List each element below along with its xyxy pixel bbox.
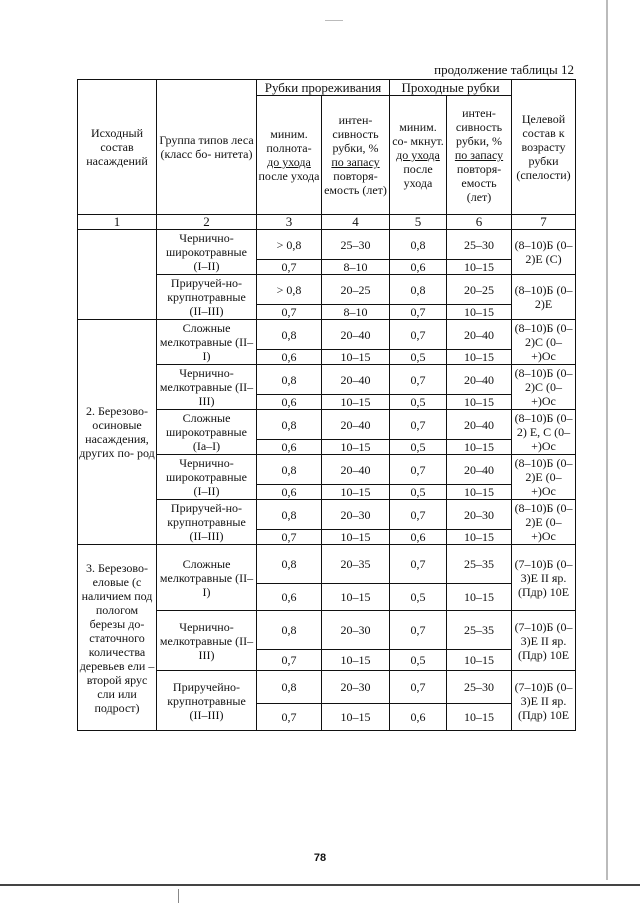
value-cell: 0,7 <box>390 455 447 485</box>
value-cell: 25–35 <box>447 545 512 584</box>
value-cell: 0,5 <box>390 584 447 611</box>
value-cell: 0,7 <box>390 545 447 584</box>
header-forest-type-group: Группа типов леса (класс бо- нитета) <box>157 80 257 215</box>
value-cell: 10–15 <box>447 530 512 545</box>
value-cell: 25–35 <box>447 611 512 650</box>
column-number: 4 <box>322 215 390 230</box>
target-composition-cell: (8–10)Б (0–2)Е (0–+)Ос <box>512 455 576 500</box>
value-cell: 20–40 <box>447 320 512 350</box>
value-cell: 0,6 <box>390 704 447 731</box>
group-label-birch-spruce: 3. Березово- еловые (с наличием под пологом березы до- статочного количества деревьев ели – второй ярус сли или подрост) <box>78 545 157 731</box>
forest-type-cell: Чернично- широкотравные (I–II) <box>157 455 257 500</box>
value-cell: 0,5 <box>390 650 447 671</box>
target-composition-cell: (8–10)Б (0–2) Е, С (0–+)Ос <box>512 410 576 455</box>
value-cell: 20–30 <box>447 500 512 530</box>
value-cell: 20–40 <box>447 365 512 395</box>
value-cell: 10–15 <box>447 704 512 731</box>
forest-type-cell: Сложные мелкотравные (II–I) <box>157 320 257 365</box>
page-number: 78 <box>313 852 327 864</box>
header-initial-composition: Исходный состав насаждений <box>78 80 157 215</box>
forest-type-cell: Приручей-но- крупнотравные (II–III) <box>157 500 257 545</box>
value-cell: 0,8 <box>257 611 322 650</box>
value-cell: 10–15 <box>447 584 512 611</box>
column-number: 5 <box>390 215 447 230</box>
value-cell: 20–40 <box>322 455 390 485</box>
value-cell: 20–30 <box>322 611 390 650</box>
value-cell: 10–15 <box>322 704 390 731</box>
column-number: 3 <box>257 215 322 230</box>
scan-edge-tick <box>325 20 343 21</box>
value-cell: 0,6 <box>257 485 322 500</box>
value-cell: 0,7 <box>257 704 322 731</box>
target-composition-cell: (7–10)Б (0–3)Е II яр. (Пдр) 10Е <box>512 545 576 611</box>
value-cell: 10–15 <box>447 650 512 671</box>
value-cell: 0,8 <box>257 545 322 584</box>
value-cell: 8–10 <box>322 305 390 320</box>
value-cell: 10–15 <box>322 395 390 410</box>
value-cell: 20–25 <box>447 275 512 305</box>
value-cell: 0,6 <box>257 350 322 365</box>
header-intensity-passage: интен- сивность рубки, % по запасу повторя- емость (лет) <box>447 96 512 215</box>
value-cell: 0,7 <box>257 260 322 275</box>
value-cell: 0,7 <box>390 410 447 440</box>
value-cell: 0,8 <box>257 455 322 485</box>
forest-type-cell: Чернично- мелкотравные (II–III) <box>157 611 257 671</box>
value-cell: 0,5 <box>390 440 447 455</box>
target-composition-cell: (8–10)Б (0–2)Е (С) <box>512 230 576 275</box>
header-thinning-cuttings: Рубки прореживания <box>257 80 390 96</box>
value-cell: 10–15 <box>447 485 512 500</box>
value-cell: 0,8 <box>257 365 322 395</box>
value-cell: 0,6 <box>257 440 322 455</box>
header-target-composition: Целевой состав к возрасту рубки (спелости) <box>512 80 576 215</box>
value-cell: 0,6 <box>390 530 447 545</box>
value-cell: 0,5 <box>390 485 447 500</box>
value-cell: 10–15 <box>447 260 512 275</box>
column-number-row <box>78 215 576 230</box>
value-cell: 10–15 <box>322 650 390 671</box>
value-cell: > 0,8 <box>257 275 322 305</box>
group-label-birch-aspen: 2. Березово- осиновые насаждения, других по- род <box>78 320 157 545</box>
column-number: 1 <box>78 215 157 230</box>
value-cell: 25–30 <box>322 230 390 260</box>
value-cell: 10–15 <box>322 485 390 500</box>
value-cell: 25–30 <box>447 230 512 260</box>
value-cell: > 0,8 <box>257 230 322 260</box>
value-cell: 0,7 <box>257 530 322 545</box>
column-number: 7 <box>512 215 576 230</box>
value-cell: 10–15 <box>447 440 512 455</box>
value-cell: 20–40 <box>447 410 512 440</box>
value-cell: 10–15 <box>447 350 512 365</box>
value-cell: 0,8 <box>257 671 322 704</box>
value-cell: 0,5 <box>390 350 447 365</box>
header-passage-cuttings: Проходные рубки <box>390 80 512 96</box>
value-cell: 0,8 <box>257 410 322 440</box>
value-cell: 8–10 <box>322 260 390 275</box>
value-cell: 0,7 <box>257 305 322 320</box>
value-cell: 0,8 <box>257 500 322 530</box>
value-cell: 0,7 <box>390 365 447 395</box>
forest-type-cell: Сложные мелкотравные (II–I) <box>157 545 257 611</box>
forest-type-cell: Приручей-но- крупнотравные (II–III) <box>157 275 257 320</box>
forest-type-cell: Чернично- мелкотравные (II–III) <box>157 365 257 410</box>
column-number: 2 <box>157 215 257 230</box>
value-cell: 0,7 <box>390 305 447 320</box>
value-cell: 10–15 <box>322 440 390 455</box>
value-cell: 10–15 <box>322 350 390 365</box>
target-composition-cell: (7–10)Б (0–3)Е II яр. (Пдр) 10Е <box>512 671 576 731</box>
header-min-density: миним. полнота- до ухода после ухода <box>257 96 322 215</box>
target-composition-cell: (8–10)Б (0–2)С (0–+)Ос <box>512 365 576 410</box>
value-cell: 0,6 <box>257 395 322 410</box>
page-bottom-tick <box>178 889 179 903</box>
column-number: 6 <box>447 215 512 230</box>
table-row <box>78 320 576 350</box>
target-composition-cell: (8–10)Б (0–2)С (0–+)Ос <box>512 320 576 365</box>
scan-edge-line <box>606 0 608 880</box>
page-bottom-rule <box>0 884 640 886</box>
value-cell: 25–30 <box>447 671 512 704</box>
value-cell: 20–40 <box>322 365 390 395</box>
target-composition-cell: (8–10)Б (0–2)Е (0–+)Ос <box>512 500 576 545</box>
value-cell: 10–15 <box>322 530 390 545</box>
value-cell: 20–30 <box>322 500 390 530</box>
group-label-empty <box>78 230 157 320</box>
value-cell: 20–30 <box>322 671 390 704</box>
value-cell: 0,8 <box>390 275 447 305</box>
value-cell: 20–40 <box>447 455 512 485</box>
value-cell: 0,8 <box>257 320 322 350</box>
table-caption: продолжение таблицы 12 <box>434 62 574 77</box>
header-min-closure: миним. со- мкнут. до ухода после ухода <box>390 96 447 215</box>
forest-type-cell: Сложные широкотравные (Ia–I) <box>157 410 257 455</box>
value-cell: 0,7 <box>257 650 322 671</box>
header-intensity-thinning: интен- сивность рубки, % по запасу повторя- емость (лет) <box>322 96 390 215</box>
target-composition-cell: (8–10)Б (0–2)Е <box>512 275 576 320</box>
value-cell: 10–15 <box>322 584 390 611</box>
forest-type-cell: Чернично- широкотравные (I–II) <box>157 230 257 275</box>
value-cell: 20–25 <box>322 275 390 305</box>
value-cell: 20–35 <box>322 545 390 584</box>
table-row <box>78 545 576 584</box>
value-cell: 10–15 <box>447 305 512 320</box>
forest-type-cell: Приручейно- крупнотравные (II–III) <box>157 671 257 731</box>
value-cell: 0,7 <box>390 500 447 530</box>
value-cell: 0,7 <box>390 611 447 650</box>
table-row <box>78 230 576 260</box>
value-cell: 0,6 <box>257 584 322 611</box>
forest-thinning-table <box>77 79 576 731</box>
value-cell: 0,8 <box>390 230 447 260</box>
value-cell: 20–40 <box>322 320 390 350</box>
target-composition-cell: (7–10)Б (0–3)Е II яр. (Пдр) 10Е <box>512 611 576 671</box>
value-cell: 0,6 <box>390 260 447 275</box>
value-cell: 0,7 <box>390 320 447 350</box>
value-cell: 10–15 <box>447 395 512 410</box>
value-cell: 20–40 <box>322 410 390 440</box>
value-cell: 0,7 <box>390 671 447 704</box>
value-cell: 0,5 <box>390 395 447 410</box>
